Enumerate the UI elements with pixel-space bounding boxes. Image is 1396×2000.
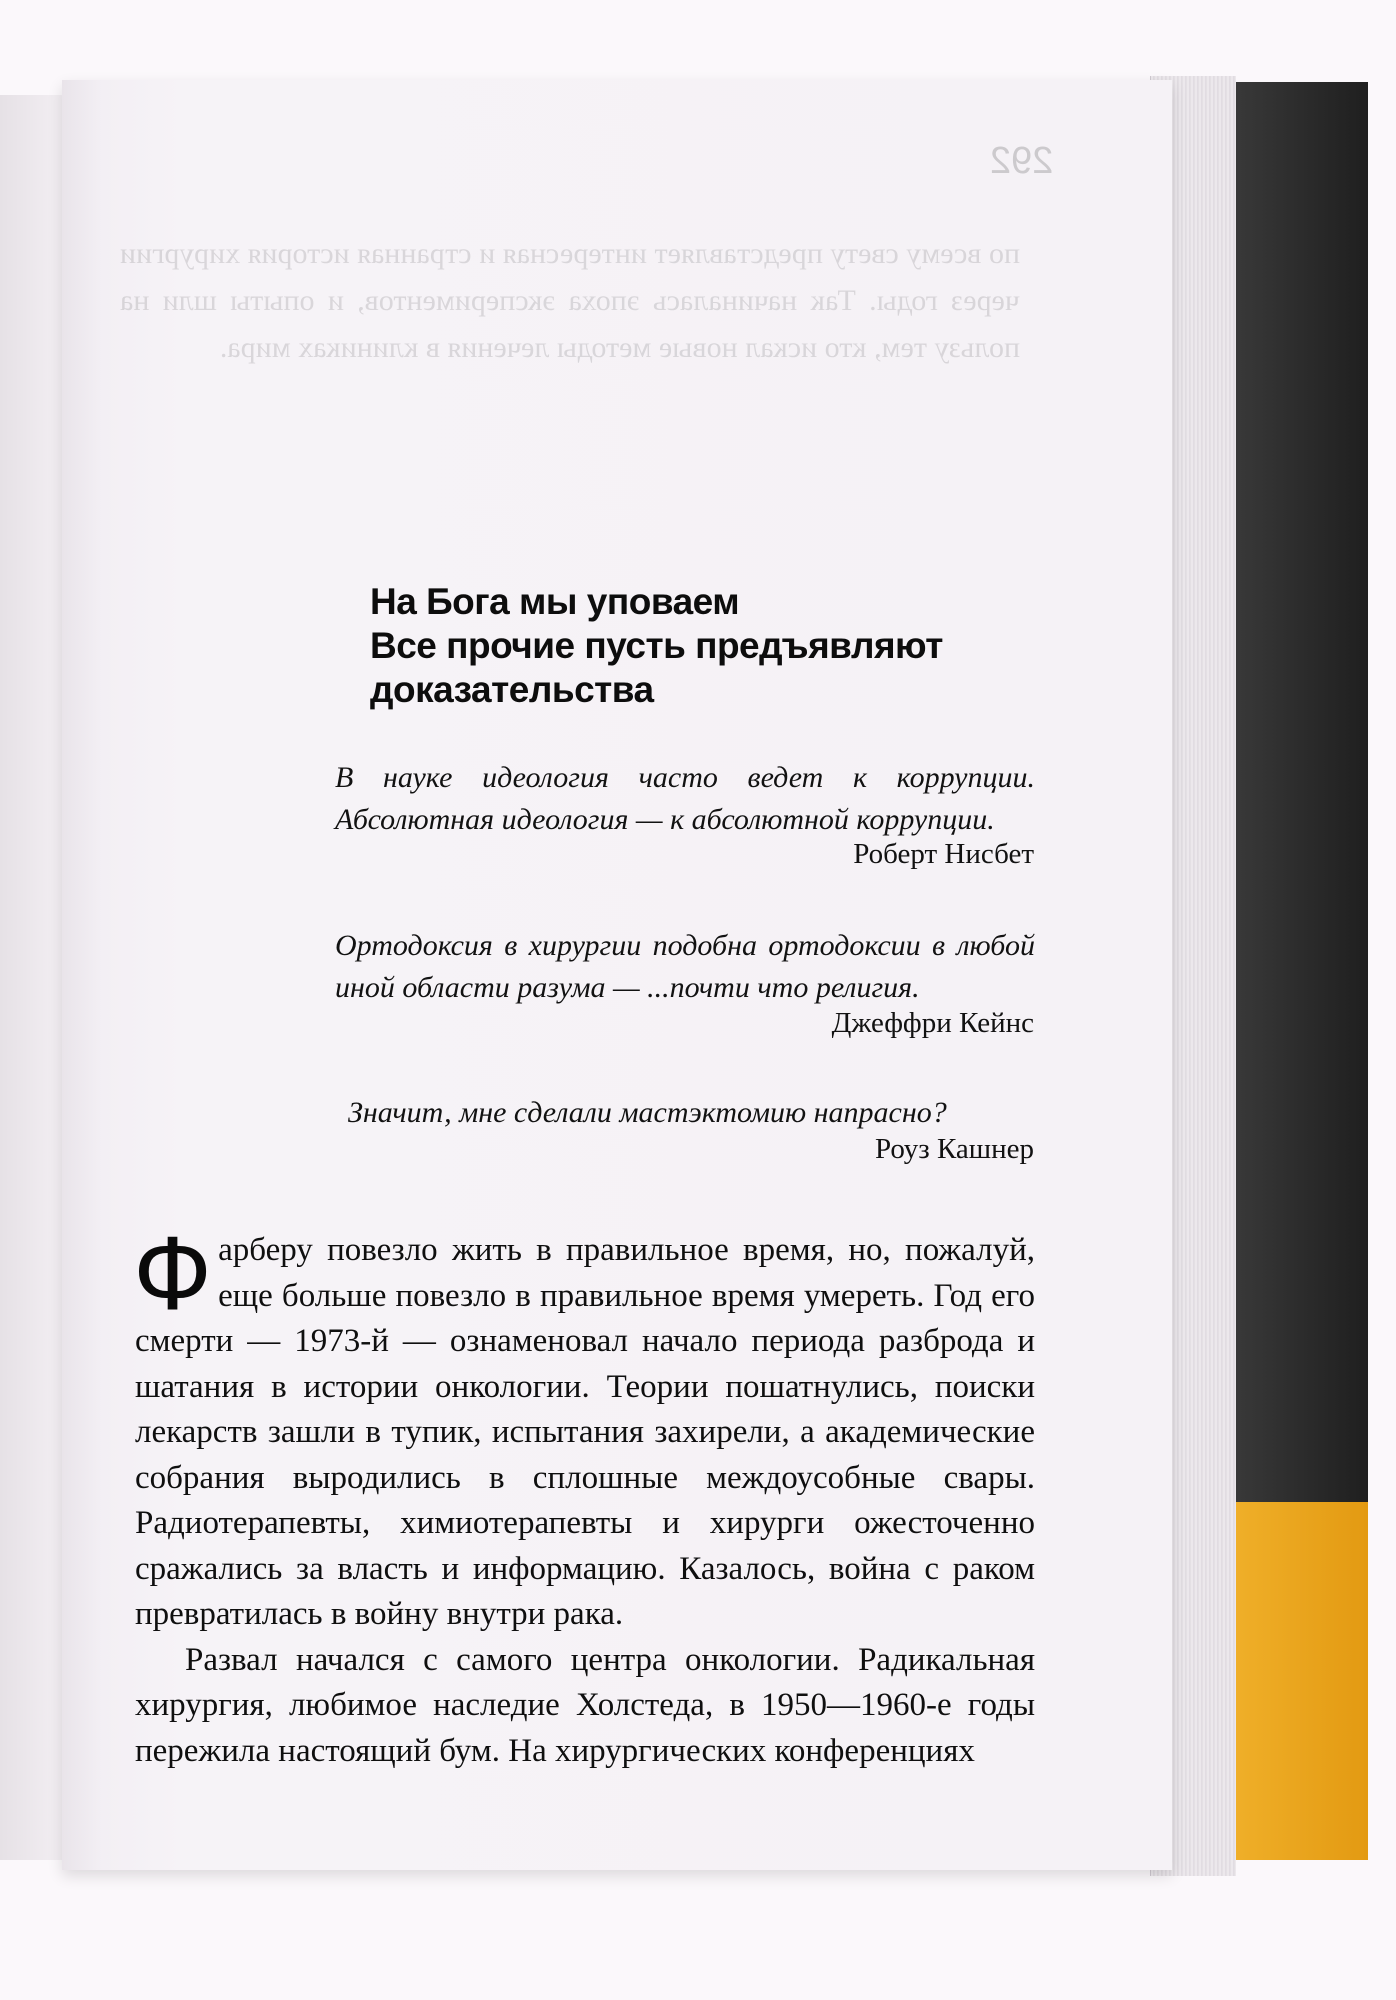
epigraph-quote-1: В науке идеология часто ведет к коррупции. Абсолютная идеология — к абсолютной коррупции. [335,761,1035,836]
epigraph-quote-3: Значит, мне сделали мастэктомию напрасно? [348,1096,947,1129]
epigraph-quote-2: Ортодоксия в хирургии подобна ортодоксии в любой иной области разума — ...почти что религия. [335,929,1035,1004]
book-cover-dark [1228,82,1368,1502]
bleed-through-page-number: 292 [990,140,1054,182]
epigraph-title-line-2: Все прочие пусть предъявляют [370,625,943,666]
body-paragraph-2: Развал начался с самого центра онкологии. Радикальная хирургия, любимое наследие Холстеда, в 1950—1960-е годы пережила настоящий бум. На хирургических конференциях [135,1641,1035,1769]
bleed-through-text: по всему свету представляет интересная и странная история хирургии через годы. Так начиналась эпоха экспериментов, и опыты шли на пользу тем, кто искал новые методы лечения в клиниках мира. [120,237,1020,364]
body-paragraph-1 [133,1216,1035,1638]
epigraph-author-1: Роберт Нисбет [853,838,1034,870]
book-cover-orange [1228,1502,1368,1860]
chapter-body [133,1216,1035,1774]
left-page-edge [0,95,71,1860]
drop-cap: Ф [133,1216,213,1332]
epigraph-author-2: Джеффри Кейнс [831,1007,1034,1039]
epigraph-author-3: Роуз Кашнер [874,1133,1034,1165]
body-paragraph-1-text: арберу повезло жить в правильное время, но, пожалуй, еще больше повезло в правильное время умереть. Год его смерти — 1973-й — ознаменовал начало периода разброда и шатания в истории онкологии. Теории пошатнулись, поиски лекарств зашли в тупик, испытания захирели, а академические собрания выродились в сплошные междоусобные свары. Радиотерапевты, химиотерапевты и хирурги ожесточенно сражались за власть и информацию. Казалось, война с раком превратилась в войну внутри рака. [135,1232,1035,1632]
epigraph-title-line-1: На Бога мы уповаем [370,581,740,622]
epigraph-title-line-3: доказательства [370,669,654,710]
epigraph-title [370,580,1090,712]
